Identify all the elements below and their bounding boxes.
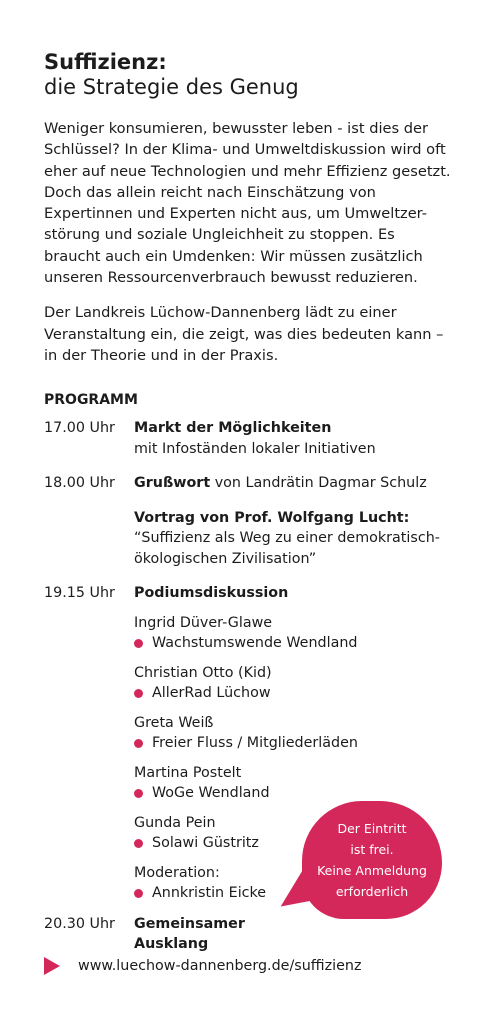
intro-paragraph-1: Weniger konsumieren, bewusster leben - ist dies der Schlüssel? In der Klima- und Umweltdiskussion wird oft eher auf neue Technologien und mehr Effizienz gesetzt. Doch das allein reicht nach Einschätzung von Expertinnen und Experten nicht aus, um Umweltzer-störung und soziale Ungleichheit zu stoppen. Es braucht auch ein Umdenken: Wir müssen zusätzlich unseren Ressourcenverbrauch bewusst reduzieren.: [44, 120, 451, 287]
moderator-label: Moderation:: [134, 864, 220, 881]
program-detail: mit Infoständen lokaler Initiativen: [134, 440, 376, 457]
bullet-dot-icon: [134, 889, 143, 898]
footer-link-row[interactable]: [44, 957, 361, 975]
program-time: 20.30 Uhr: [44, 915, 115, 932]
program-item-market: [44, 418, 454, 459]
bullet-dot-icon: [134, 789, 143, 798]
program-title: Podiumsdiskussion: [134, 585, 289, 602]
lecture-title: Vortrag von Prof. Wolfgang Lucht:: [134, 509, 410, 526]
play-arrow-icon: [44, 957, 60, 975]
program-title-line1: Gemeinsamer: [134, 915, 245, 932]
program-time: 17.00 Uhr: [44, 420, 115, 437]
panelist-org: Freier Fluss / Mitgliederläden: [152, 735, 358, 752]
bullet-dot-icon: [134, 639, 143, 648]
panelist: [134, 613, 454, 654]
program-heading: PROGRAMM: [44, 392, 138, 409]
bullet-dot-icon: [134, 689, 143, 698]
panelist-org: Solawi Güstritz: [152, 835, 259, 852]
program-time: 19.15 Uhr: [44, 585, 115, 602]
panelist: [134, 763, 454, 804]
bubble-line-4: erforderlich: [335, 884, 409, 899]
page-title: Suffizienz:: [44, 50, 167, 74]
program-item-greeting: [44, 473, 454, 569]
bubble-line-2: ist frei.: [350, 842, 394, 857]
intro-text: [44, 118, 454, 366]
panelist-org: AllerRad Lüchow: [152, 685, 271, 702]
website-link[interactable]: www.luechow-dannenberg.de/suffizienz: [78, 958, 362, 974]
bullet-dot-icon: [134, 739, 143, 748]
panelist-org: Wachstumswende Wendland: [152, 635, 358, 652]
panelist: [134, 713, 454, 754]
panelist-name: Gunda Pein: [134, 814, 216, 831]
panelist-name: Greta Weiß: [134, 714, 214, 731]
program-title-line2: Ausklang: [134, 936, 209, 953]
program-detail: von Landrätin Dagmar Schulz: [214, 475, 427, 492]
bubble-line-1: Der Eintritt: [337, 821, 407, 836]
panelist-name: Martina Postelt: [134, 764, 242, 781]
panelist-name: Ingrid Düver-Glawe: [134, 614, 273, 631]
free-entry-speech-bubble: [302, 801, 442, 919]
program-title: Grußwort: [134, 475, 211, 492]
bubble-line-3: Keine Anmeldung: [317, 863, 427, 878]
panelist-name: Christian Otto (Kid): [134, 664, 272, 681]
panelist-org: WoGe Wendland: [152, 785, 270, 802]
program-time: 18.00 Uhr: [44, 475, 115, 492]
bullet-dot-icon: [134, 839, 143, 848]
program-title: Markt der Möglichkeiten: [134, 420, 332, 437]
moderator-name: Annkristin Eicke: [152, 885, 267, 902]
panelist: [134, 663, 454, 704]
page-subtitle: die Strategie des Genug: [44, 75, 299, 99]
lecture-detail: “Suffizienz als Weg zu einer demokratisch-ökologischen Zivilisation”: [134, 530, 440, 567]
intro-paragraph-2: Der Landkreis Lüchow-Dannenberg lädt zu einer Veranstaltung ein, die zeigt, was dies bedeuten kann – in der Theorie und in der Praxis.: [44, 304, 444, 364]
program-item-closing: [44, 914, 454, 955]
